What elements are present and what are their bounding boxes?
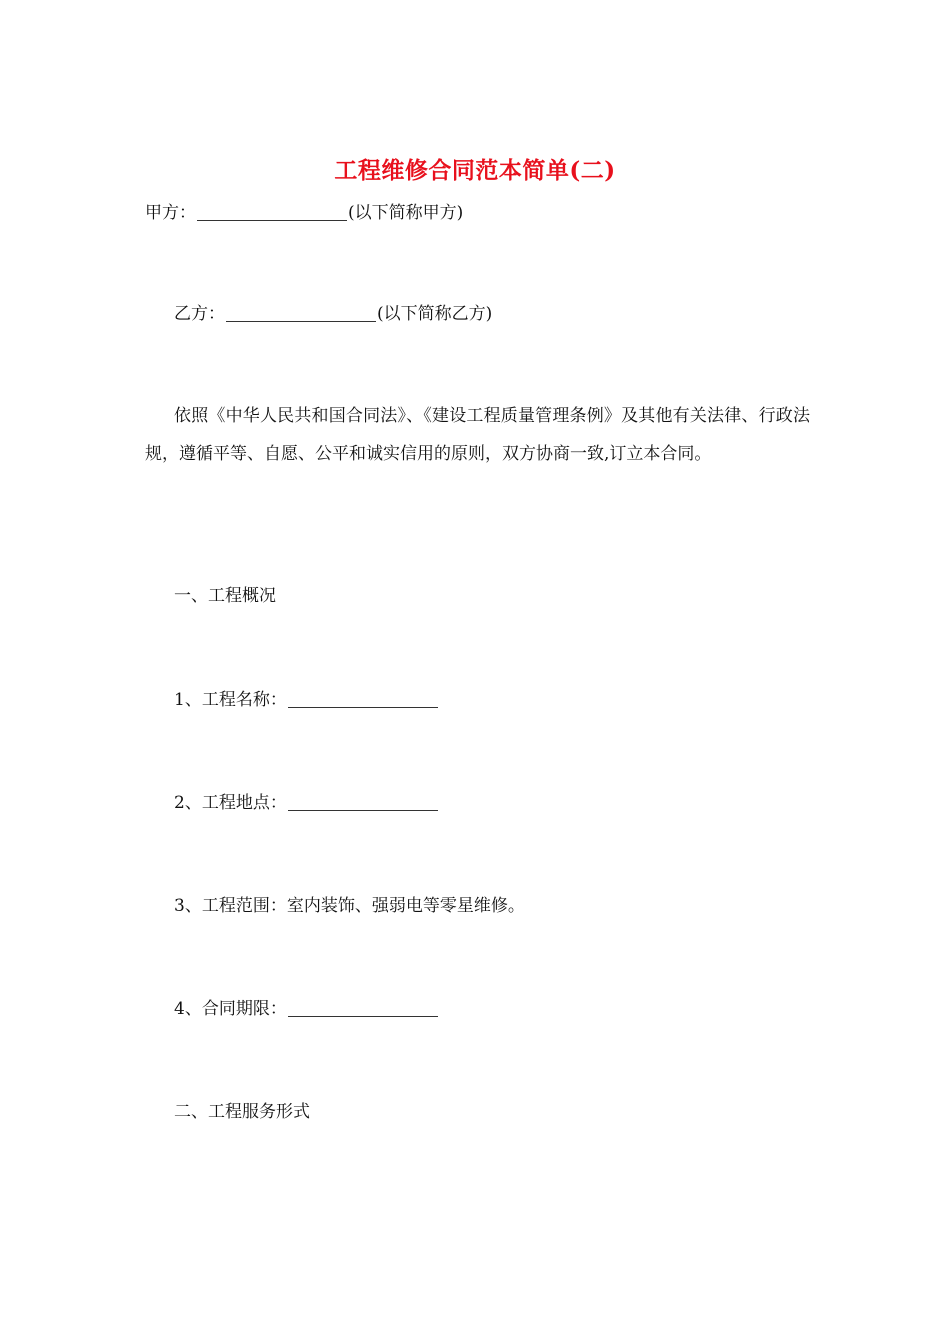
party-b-label: 乙方：: [174, 304, 225, 324]
item-1-blank: [288, 689, 438, 708]
party-a-label: 甲方：: [145, 203, 196, 223]
party-b-suffix: (以下简称乙方): [377, 304, 493, 324]
party-a-line: [145, 195, 463, 231]
item-2-line: [174, 785, 439, 821]
item-2-label: 2、工程地点：: [174, 793, 287, 813]
item-2-blank: [288, 792, 438, 811]
party-a-blank: [197, 202, 347, 221]
preamble-paragraph: 依照《中华人民共和国合同法》、《建设工程质量管理条例》及其他有关法律、行政法规，遵循平等、自愿、公平和诚实信用的原则，双方协商一致,订立本合同。: [145, 406, 810, 464]
item-4-label: 4、合同期限：: [174, 999, 287, 1019]
item-3-line: 3、工程范围：室内装饰、强弱电等零星维修。: [174, 896, 525, 916]
item-4-line: [174, 991, 439, 1027]
party-b-line: [174, 296, 492, 332]
section-2-heading: 二、工程服务形式: [174, 1102, 310, 1122]
party-a-suffix: (以下简称甲方): [348, 203, 464, 223]
item-1-label: 1、工程名称：: [174, 690, 287, 710]
section-1-heading: 一、工程概况: [174, 586, 276, 606]
item-1-line: [174, 682, 439, 718]
document-title: 工程维修合同范本简单(二): [334, 157, 616, 184]
party-b-blank: [226, 303, 376, 322]
item-4-blank: [288, 998, 438, 1017]
